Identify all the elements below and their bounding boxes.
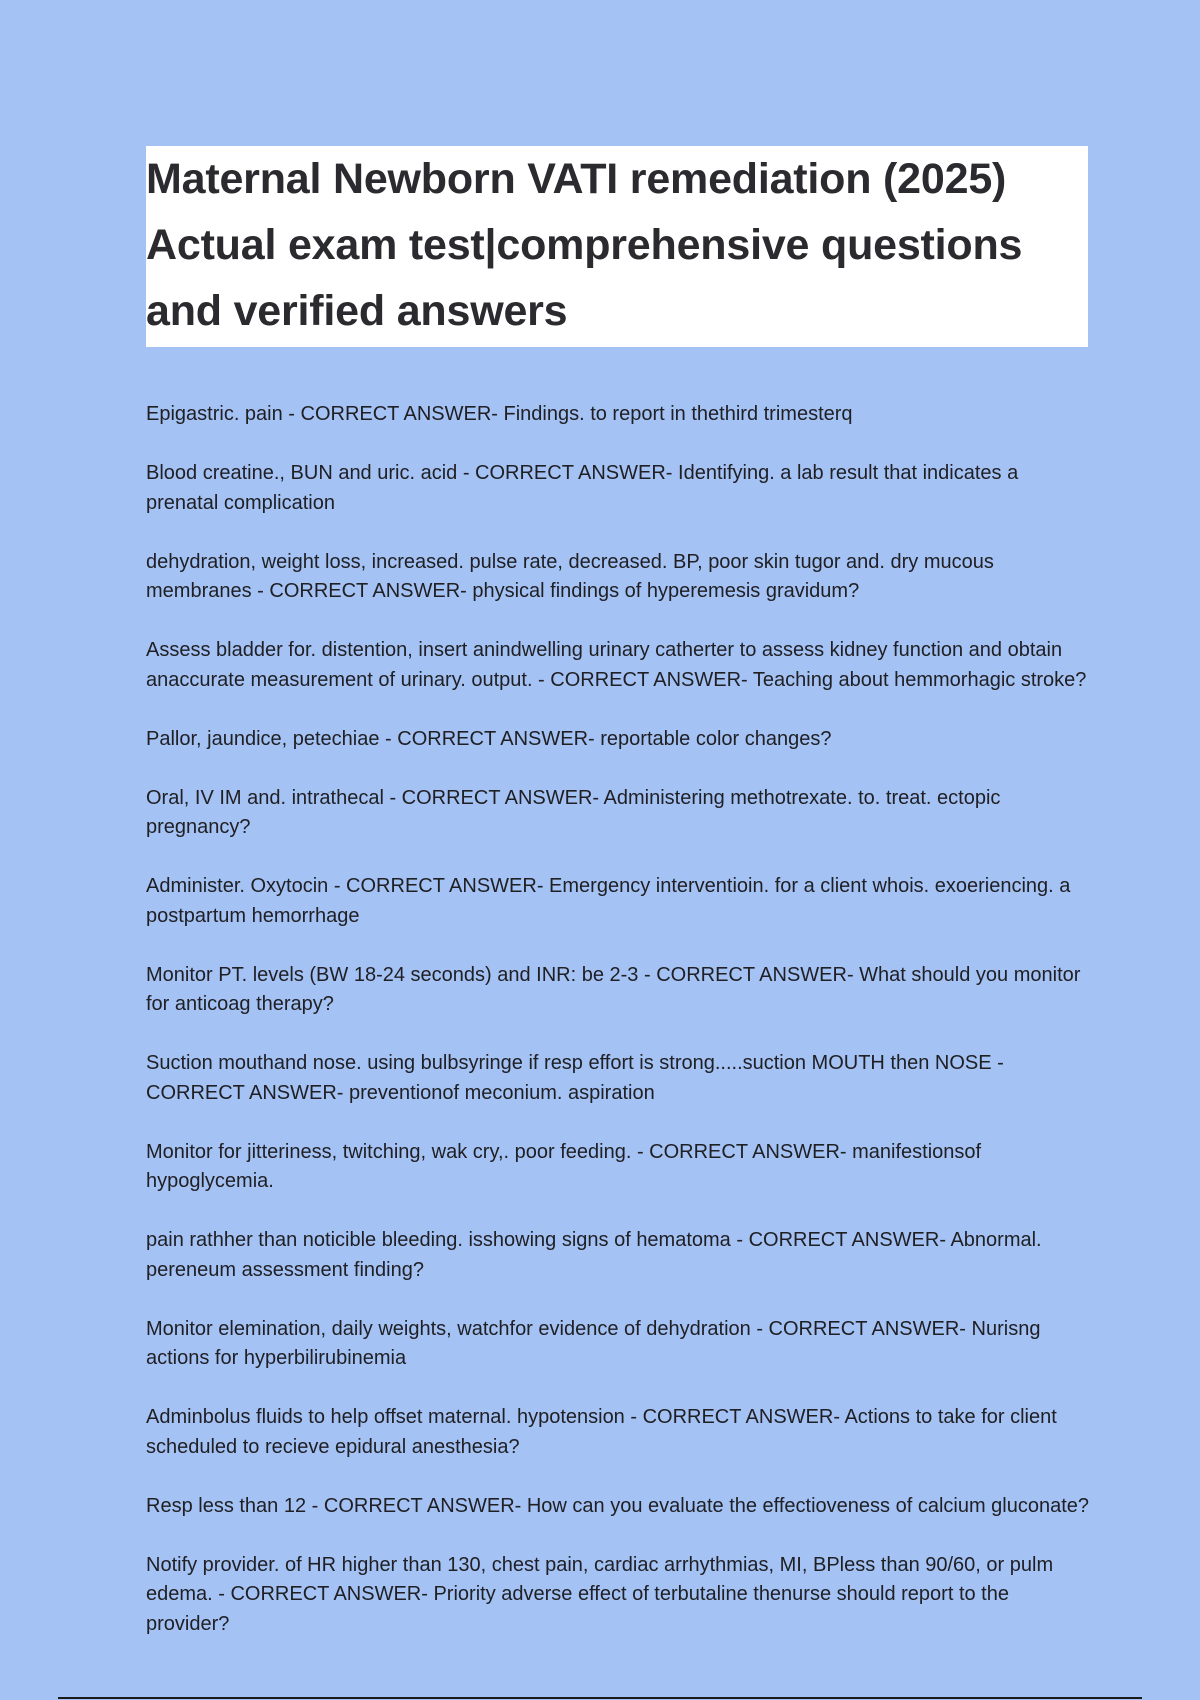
document-title: Maternal Newborn VATI remediation (2025) Actual exam test|comprehensive questions and verified answers [146, 155, 1023, 335]
qa-item: Notify provider. of HR higher than 130, chest pain, cardiac arrhythmias, MI, BPless than 90/60, or pulm edema. - CORRECT ANSWER- Priority adverse effect of terbutaline thenurse should report to the provider? [146, 1553, 1054, 1635]
qa-item: Epigastric. pain - CORRECT ANSWER- Findings. to report in thethird trimesterq [146, 403, 853, 425]
qa-item: pain rathher than noticible bleeding. isshowing signs of hematoma - CORRECT ANSWER- Abnormal. pereneum assessment finding? [146, 1229, 1042, 1281]
qa-item: Suction mouthand nose. using bulbsyringe if resp effort is strong.....suction MOUTH then NOSE - CORRECT ANSWER- preventionof meconium. aspiration [146, 1052, 1004, 1104]
qa-item: Monitor PT. levels (BW 18-24 seconds) and INR: be 2-3 - CORRECT ANSWER- What should you monitor for anticoag therapy? [146, 963, 1081, 1015]
title-box [146, 146, 1088, 347]
qa-item: Oral, IV IM and. intrathecal - CORRECT ANSWER- Administering methotrexate. to. treat. ectopic pregnancy? [146, 786, 1001, 838]
qa-item: Adminbolus fluids to help offset maternal. hypotension - CORRECT ANSWER- Actions to take for client scheduled to recieve epidural anesthesia? [146, 1406, 1057, 1458]
qa-item: Pallor, jaundice, petechiae - CORRECT ANSWER- reportable color changes? [146, 727, 832, 750]
qa-item: Administer. Oxytocin - CORRECT ANSWER- Emergency interventioin. for a client whois. exoeriencing. a postpartum hemorrhage [146, 875, 1071, 927]
qa-item: dehydration, weight loss, increased. pulse rate, decreased. BP, poor skin tugor and. dry mucous membranes - CORRECT ANSWER- physical findings of hyperemesis gravidum? [146, 550, 994, 602]
qa-item: Monitor elemination, daily weights, watchfor evidence of dehydration - CORRECT ANSWER- Nurisng actions for hyperbilirubinemia [146, 1317, 1041, 1369]
page-divider [58, 1697, 1142, 1699]
qa-list [146, 400, 1096, 1669]
qa-item: Resp less than 12 - CORRECT ANSWER- How can you evaluate the effectioveness of calcium gluconate? [146, 1494, 1090, 1517]
qa-item: Assess bladder for. distention, insert anindwelling urinary catherter to assess kidney function and obtain anaccurate measurement of urinary. output. - CORRECT ANSWER- Teaching about hemmorhagic stroke? [146, 639, 1087, 691]
qa-item: Blood creatine., BUN and uric. acid - CORRECT ANSWER- Identifying. a lab result that indicates a prenatal complication [146, 462, 1019, 514]
qa-item: Monitor for jitteriness, twitching, wak cry,. poor feeding. - CORRECT ANSWER- manifestionsof hypoglycemia. [146, 1140, 982, 1192]
